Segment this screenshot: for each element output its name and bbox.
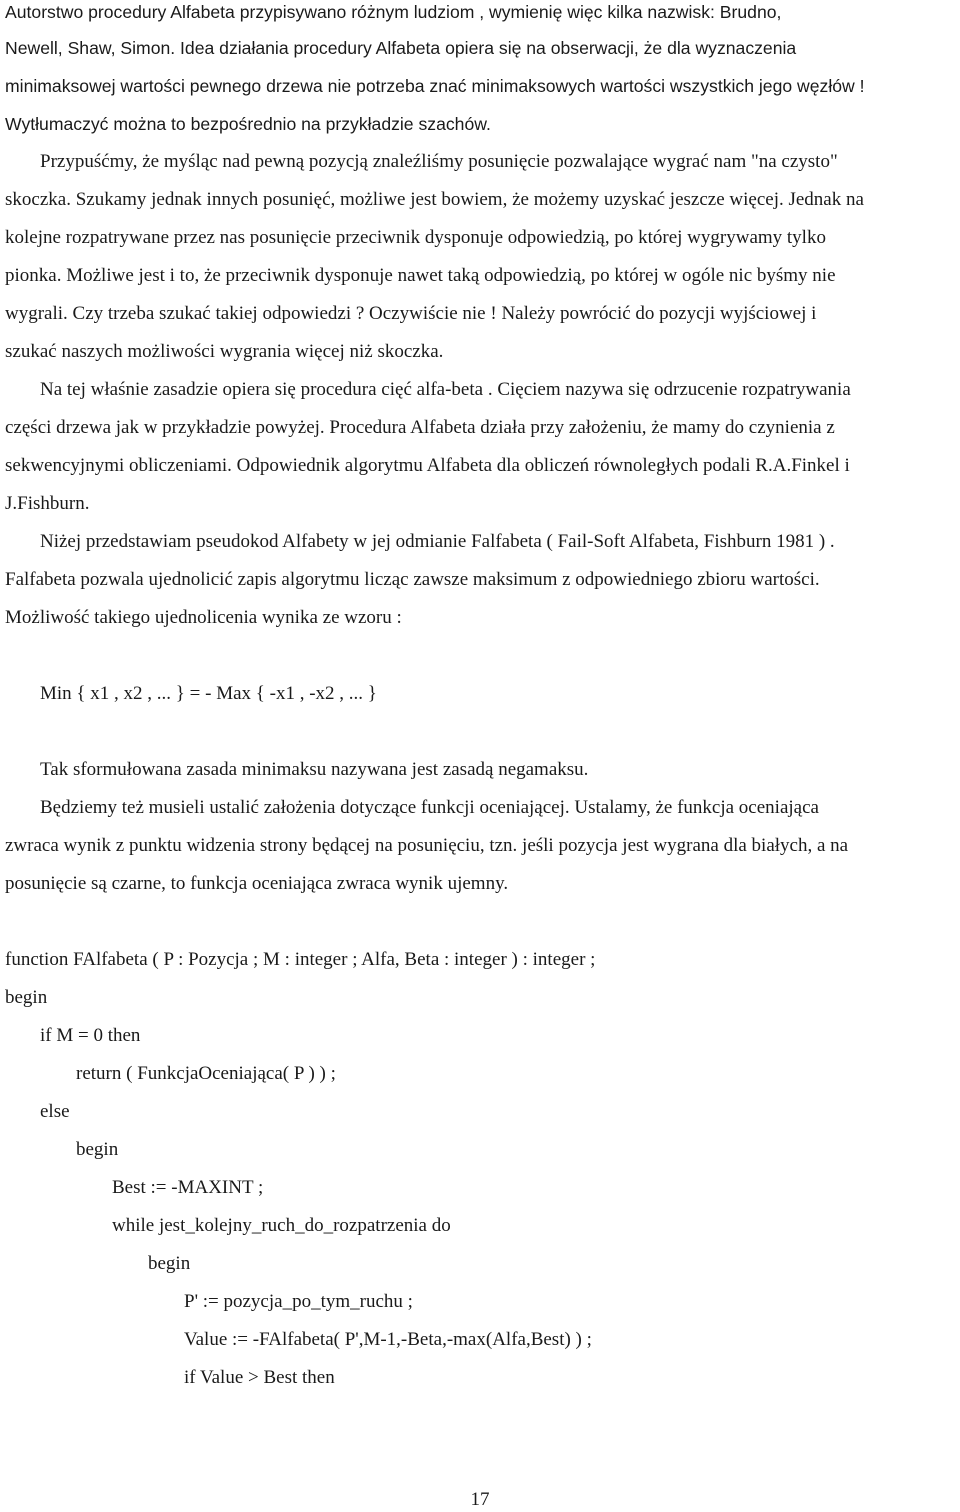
paragraph-4-line-2: Falfabeta pozwala ujednolicić zapis algorytmu licząc zawsze maksimum z odpowiedniego zbioru wartości. xyxy=(5,569,820,590)
paragraph-2-line-2: skoczka. Szukamy jednak innych posunięć, możliwe jest bowiem, że możemy uzyskać jeszcze więcej. Jednak na xyxy=(5,189,864,210)
code-line-value: Value := -FAlfabeta( P',M-1,-Beta,-max(Alfa,Best) ) ; xyxy=(184,1329,592,1350)
code-line-while: while jest_kolejny_ruch_do_rozpatrzenia do xyxy=(112,1215,451,1236)
paragraph-2-line-3: kolejne rozpatrywane przez nas posunięcie przeciwnik dysponuje odpowiedzią, po której wygrywamy tylko xyxy=(5,227,826,248)
paragraph-6-line-2: zwraca wynik z punktu widzenia strony będącej na posunięciu, tzn. jeśli pozycja jest wygrana dla białych, a na xyxy=(5,835,849,856)
paragraph-3-line-3: sekwencyjnymi obliczeniami. Odpowiednik algorytmu Alfabeta dla obliczeń równoległych podali R.A.Finkel i xyxy=(5,455,850,476)
code-line-position: P' := pozycja_po_tym_ruchu ; xyxy=(184,1291,413,1312)
paragraph-3-line-2: części drzewa jak w przykładzie powyżej. Procedura Alfabeta działa przy założeniu, że mamy do czynienia z xyxy=(5,417,835,438)
code-line-else: else xyxy=(40,1101,70,1122)
paragraph-6-line-1: Będziemy też musieli ustalić założenia dotyczące funkcji oceniającej. Ustalamy, że funkcja oceniająca xyxy=(40,797,819,818)
paragraph-3-line-1: Na tej właśnie zasadzie opiera się procedura cięć alfa-beta . Cięciem nazywa się odrzucenie rozpatrywania xyxy=(40,379,851,400)
intro-line-4: Wytłumaczyć można to bezpośrednio na przykładzie szachów. xyxy=(5,114,491,134)
code-line-if-value: if Value > Best then xyxy=(184,1367,335,1388)
paragraph-3-line-4: J.Fishburn. xyxy=(5,493,90,514)
negamax-formula: Min { x1 , x2 , ... } = - Max { -x1 , -x2 , ... } xyxy=(40,683,377,704)
paragraph-2-line-1: Przypuśćmy, że myśląc nad pewną pozycją znaleźliśmy posunięcie pozwalające wygrać nam "na czysto" xyxy=(40,151,838,172)
code-line-begin-loop: begin xyxy=(148,1253,191,1274)
paragraph-5-line-1: Tak sformułowana zasada minimaksu nazywana jest zasadą negamaksu. xyxy=(40,759,589,780)
intro-line-3: minimaksowej wartości pewnego drzewa nie potrzeba znać minimaksowych wartości wszystkich jego węzłów ! xyxy=(5,76,865,96)
code-line-function: function FAlfabeta ( P : Pozycja ; M : integer ; Alfa, Beta : integer ) : integer ; xyxy=(5,949,596,970)
paragraph-2-line-5: wygrali. Czy trzeba szukać takiej odpowiedzi ? Oczywiście nie ! Należy powrócić do pozycji wyjściowej i xyxy=(5,303,817,324)
paragraph-2-line-6: szukać naszych możliwości wygrania więcej niż skoczka. xyxy=(5,341,444,362)
page-number: 17 xyxy=(470,1489,490,1510)
paragraph-2-line-4: pionka. Możliwe jest i to, że przeciwnik dysponuje nawet taką odpowiedzią, po której w ogóle nic byśmy nie xyxy=(5,265,836,286)
code-line-begin-inner: begin xyxy=(76,1139,119,1160)
code-line-begin: begin xyxy=(5,987,48,1008)
paragraph-6-line-3: posunięcie są czarne, to funkcja oceniająca zwraca wynik ujemny. xyxy=(5,873,509,894)
intro-line-1: Autorstwo procedury Alfabeta przypisywano różnym ludziom , wymienię więc kilka nazwisk: Brudno, xyxy=(5,2,782,22)
paragraph-4-line-1: Niżej przedstawiam pseudokod Alfabety w jej odmianie Falfabeta ( Fail-Soft Alfabeta, Fishburn 1981 ) . xyxy=(40,531,835,552)
code-line-best-init: Best := -MAXINT ; xyxy=(112,1177,264,1198)
code-line-return: return ( FunkcjaOceniająca( P ) ) ; xyxy=(76,1063,336,1084)
code-line-if: if M = 0 then xyxy=(40,1025,141,1046)
intro-line-2: Newell, Shaw, Simon. Idea działania procedury Alfabeta opiera się na obserwacji, że dla wyznaczenia xyxy=(5,38,797,58)
paragraph-4-line-3: Możliwość takiego ujednolicenia wynika ze wzoru : xyxy=(5,607,402,628)
